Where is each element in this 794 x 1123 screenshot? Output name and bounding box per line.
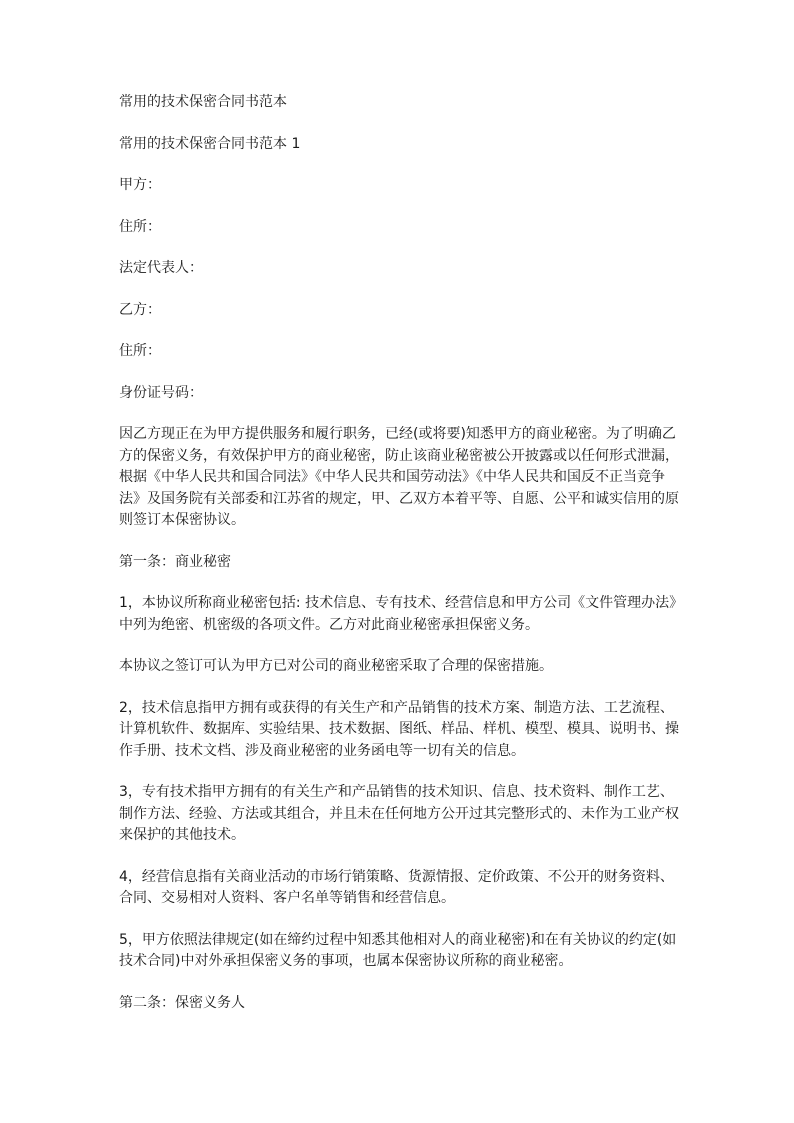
field-id-number: 身份证号码： (119, 384, 203, 401)
text-line: 3，专有技术指甲方拥有的有关生产和产品销售的技术知识、信息、技术资料、制作工艺、 (119, 784, 674, 800)
text-line: 5，甲方依照法律规定(如在缔约过程中知悉其他相对人的商业秘密)和在有关协议的约定(如 (119, 931, 677, 948)
document-page (119, 92, 684, 1034)
text-line: 合同、交易相对人资料、客户名单等销售和经营信息。 (119, 890, 455, 906)
text-line: 技术合同)中对外承担保密义务的事项，也属本保密协议所称的商业秘密。 (119, 953, 573, 969)
article-1-heading: 第一条：商业秘密 (119, 553, 231, 570)
text-line: 中列为绝密、机密级的各项文件。乙方对此商业秘密承担保密义务。 (119, 616, 539, 633)
text-line: 方的保密义务，有效保护甲方的商业秘密，防止该商业秘密被公开披露或以任何形式泄漏， (119, 447, 679, 464)
field-party-a: 甲方： (119, 177, 161, 193)
clause-4 (119, 867, 679, 910)
field-legal-rep: 法定代表人： (119, 260, 203, 276)
document-title: 常用的技术保密合同书范本 (119, 94, 287, 110)
preamble-paragraph (119, 424, 679, 532)
text-line: 1，本协议所称商业秘密包括: 技术信息、专有技术、经营信息和甲方公司《文件管理办法》 (119, 595, 684, 611)
field-address-b: 住所： (119, 343, 161, 359)
document-subtitle: 常用的技术保密合同书范本 1 (119, 135, 301, 152)
text-line: 4，经营信息指有关商业活动的市场行销策略、货源情报、定价政策、不公开的财务资料、 (119, 868, 674, 885)
clause-5 (119, 930, 679, 973)
text-line: 计算机软件、数据库、实验结果、技术数据、图纸、样品、样机、模型、模具、说明书、操 (119, 721, 679, 737)
text-line: 因乙方现正在为甲方提供服务和履行职务，已经(或将要)知悉甲方的商业秘密。为了明确乙 (119, 426, 676, 442)
field-party-b: 乙方： (119, 301, 161, 318)
clause-1-note: 本协议之签订可认为甲方已对公司的商业秘密采取了合理的保密措施。 (119, 658, 553, 674)
text-line: 作手册、技术文档、涉及商业秘密的业务函电等一切有关的信息。 (119, 742, 525, 759)
text-line: 制作方法、经验、方法或其组合，并且未在任何地方公开过其完整形式的、未作为工业产权 (119, 805, 679, 822)
text-line: 法》及国务院有关部委和江苏省的规定，甲、乙双方本着平等、自愿、公平和诚实信用的原 (119, 490, 679, 507)
text-line: 2，技术信息指甲方拥有或获得的有关生产和产品销售的技术方案、制造方法、工艺流程、 (119, 699, 674, 716)
article-2-heading: 第二条：保密义务人 (119, 994, 245, 1011)
clause-3 (119, 782, 679, 847)
text-line: 来保护的其他技术。 (119, 827, 245, 843)
clause-1 (119, 593, 684, 636)
field-address-a: 住所： (119, 218, 161, 235)
text-line: 根据《中华人民共和国合同法》《中华人民共和国劳动法》《中华人民共和国反不正当竞争 (119, 469, 665, 485)
text-line: 则签订本保密协议。 (119, 512, 245, 528)
clause-2 (119, 698, 679, 763)
